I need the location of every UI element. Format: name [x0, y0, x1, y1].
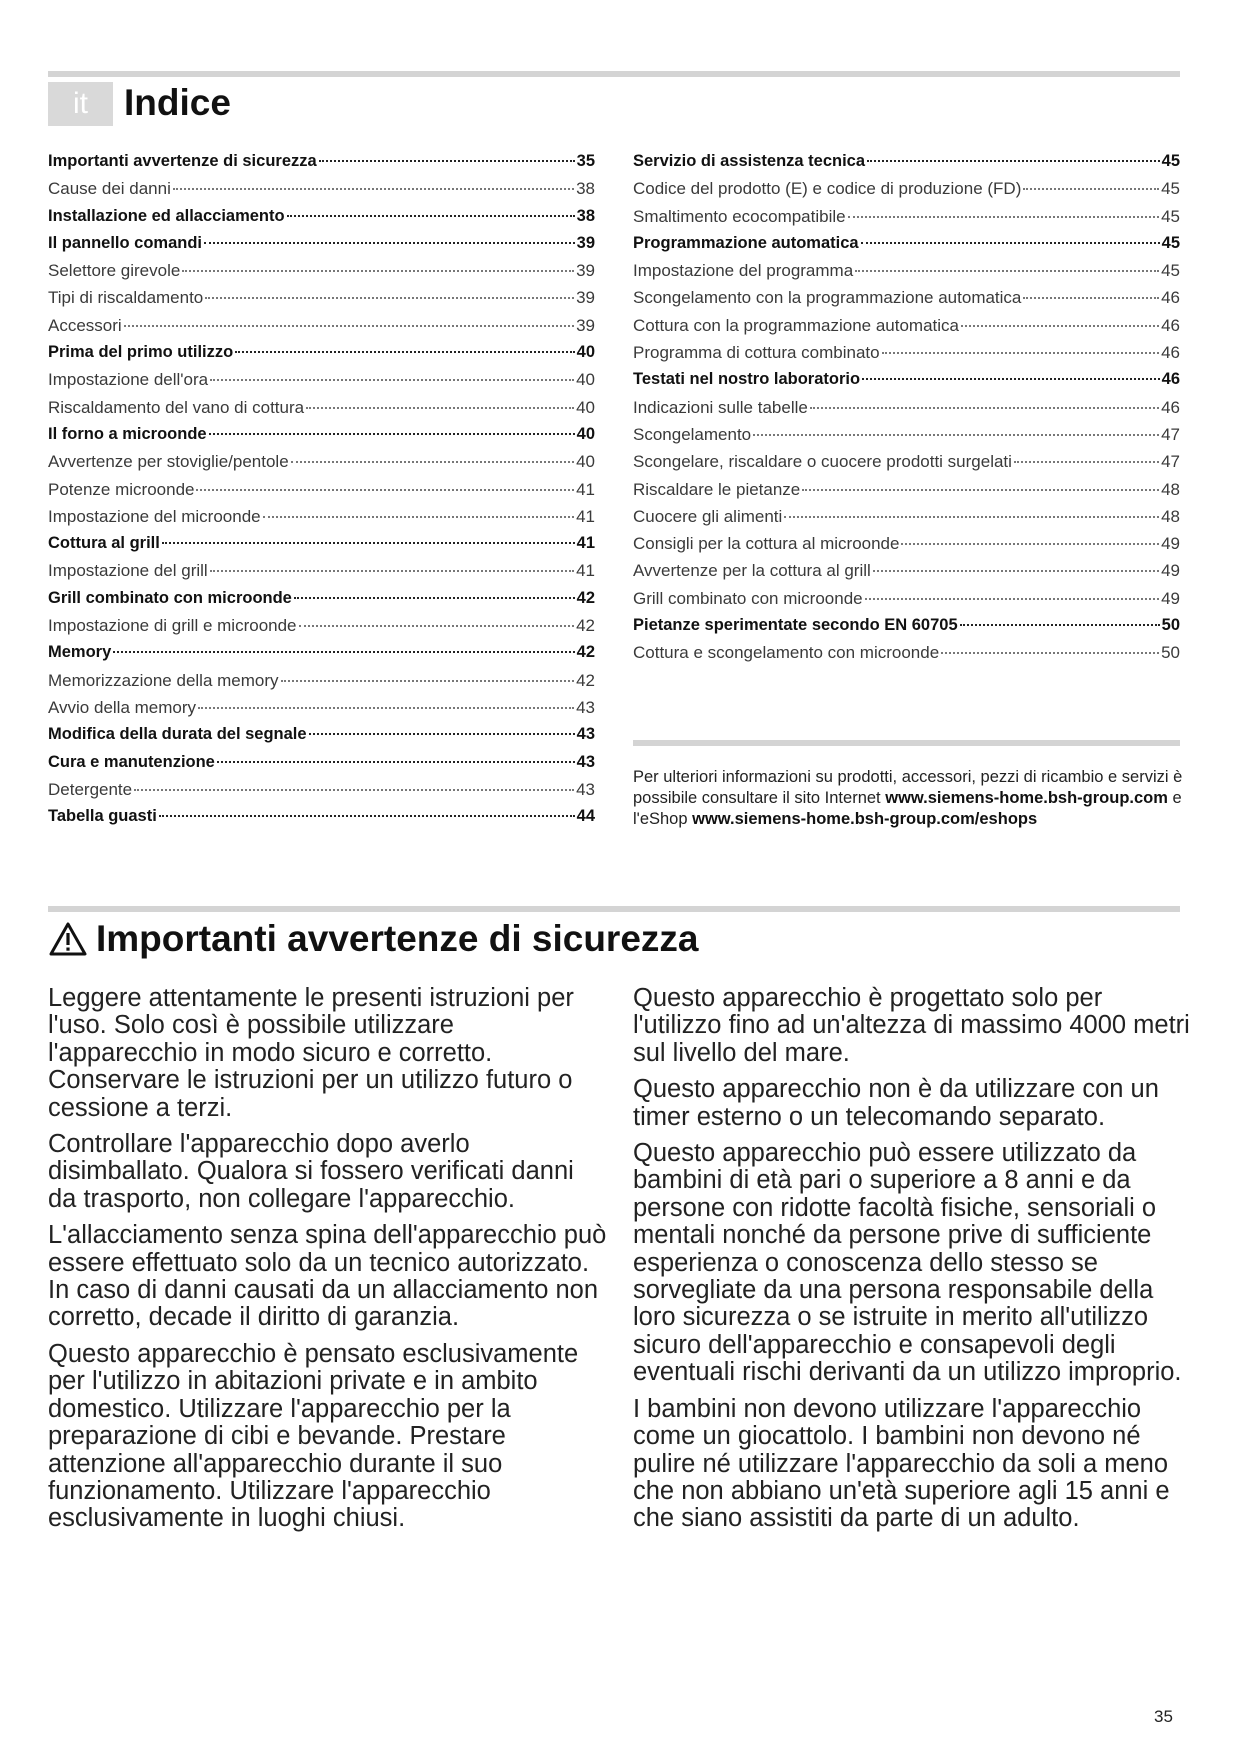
toc-entry[interactable]	[633, 152, 1180, 179]
dot-leader	[1023, 297, 1159, 299]
toc-entry-page: 49	[1161, 561, 1180, 581]
safety-paragraph: Leggere attentamente le presenti istruzioni per l'uso. Solo così è possibile utilizzare l'apparecchio in modo sicuro e corretto. Conservare le istruzioni per un utilizzo futuro o cessione a terzi.	[48, 984, 574, 1122]
toc-entry-title: Potenze microonde	[48, 479, 195, 499]
toc-entry-page: 39	[576, 233, 595, 252]
toc-entry-title: Cottura al grill	[48, 534, 160, 553]
toc-entry-title: Indicazioni sulle tabelle	[633, 397, 808, 417]
toc-entry-title: Impostazione del microonde	[48, 506, 261, 526]
toc-entry-title: Scongelare, riscaldare o cuocere prodotti surgelati	[633, 452, 1012, 472]
dot-leader	[159, 815, 575, 817]
dot-leader	[173, 188, 574, 190]
dot-leader	[941, 652, 1159, 654]
toc-entry-title: Smaltimento ecocompatibile	[633, 206, 846, 226]
toc-entry[interactable]	[633, 480, 1180, 507]
dot-leader	[210, 570, 574, 572]
toc-entry-title: Avvio della memory	[48, 697, 197, 717]
dot-leader	[205, 297, 574, 299]
toc-entry-title: Grill combinato con microonde	[48, 588, 292, 607]
toc-entry[interactable]	[48, 288, 595, 315]
toc-entry-title: Installazione ed allacciamento	[48, 206, 285, 225]
toc-entry-page: 45	[1161, 179, 1180, 199]
dot-leader	[124, 325, 574, 327]
dot-leader	[281, 680, 575, 682]
toc-entry[interactable]	[48, 179, 595, 206]
safety-paragraph: I bambini non devono utilizzare l'apparecchio come un giocattolo. I bambini non devono né pulire né utilizzare l'apparecchio da soli a meno che non abbiano un'età superiore agli 15 anni e che siano assistiti da parte di un adulto.	[633, 1394, 1170, 1533]
toc-entry-page: 46	[1161, 370, 1180, 389]
safety-paragraph: Questo apparecchio è pensato esclusivamente per l'utilizzo in abitazioni private e in ambito domestico. Utilizzare l'apparecchio per la preparazione di cibi e bevande. Prestare attenzione all'apparecchio durante il suo funzionamento. Utilizzare l'apparecchio esclusivamente in luoghi chiusi.	[48, 1339, 579, 1533]
toc-entry[interactable]	[633, 398, 1180, 425]
safety-paragraph: Controllare l'apparecchio dopo averlo disimballato. Qualora si fossero verificati danni da trasporto, non collegare l'apparecchio.	[48, 1130, 574, 1213]
toc-entry[interactable]	[633, 643, 1180, 670]
toc-entry-title: Riscaldamento del vano di cottura	[48, 397, 305, 417]
toc-entry[interactable]	[633, 534, 1180, 561]
toc-entry-title: Memory	[48, 643, 112, 662]
toc-entry[interactable]	[48, 671, 595, 698]
toc-entry[interactable]	[48, 507, 595, 534]
toc-entry[interactable]	[633, 261, 1180, 288]
website-link[interactable]: www.siemens-home.bsh-group.com	[885, 789, 1168, 807]
toc-entry-page: 46	[1161, 315, 1180, 335]
toc-entry-title: Impostazione del programma	[633, 261, 854, 281]
toc-entry[interactable]	[633, 507, 1180, 534]
language-badge: it	[48, 82, 113, 126]
toc-left-column	[48, 152, 595, 834]
toc-entry-page: 38	[576, 179, 595, 199]
toc-entry-page: 39	[576, 315, 595, 335]
toc-entry[interactable]	[48, 234, 595, 261]
safety-paragraph: Questo apparecchio non è da utilizzare con un timer esterno o un telecomando separato.	[633, 1075, 1159, 1131]
dot-leader	[162, 542, 575, 544]
toc-entry[interactable]	[633, 316, 1180, 343]
toc-entry-title: Accessori	[48, 315, 122, 335]
toc-entry-page: 46	[1161, 288, 1180, 308]
info-text: Per ulteriori informazioni su prodotti, accessori, pezzi di ricambio e servizi è possibile consultare il sito Internet	[633, 768, 1183, 807]
toc-entry-title: Servizio di assistenza tecnica	[633, 152, 866, 170]
toc-entry-title: Detergente	[48, 779, 133, 799]
dot-leader	[319, 160, 575, 162]
dot-leader	[848, 216, 1159, 218]
toc-entry-page: 47	[1161, 452, 1180, 472]
toc-entry-title: Impostazione dell'ora	[48, 370, 209, 390]
toc-entry[interactable]	[48, 480, 595, 507]
info-note	[633, 767, 1193, 830]
toc-entry-page: 48	[1161, 506, 1180, 526]
dot-leader	[861, 242, 1160, 244]
dot-leader	[810, 407, 1159, 409]
toc-entry-title: Cura e manutenzione	[48, 752, 215, 771]
toc-entry-page: 45	[1161, 206, 1180, 226]
toc-entry[interactable]	[633, 179, 1180, 206]
toc-entry-page: 50	[1161, 616, 1180, 635]
toc-entry[interactable]	[48, 780, 595, 807]
toc-entry-page: 43	[576, 697, 595, 717]
dot-leader	[753, 434, 1159, 436]
toc-entry-page: 39	[576, 261, 595, 281]
toc-entry-title: Cottura e scongelamento con microonde	[633, 643, 940, 663]
toc-entry[interactable]	[633, 343, 1180, 370]
dot-leader	[263, 516, 574, 518]
toc-entry-title: Grill combinato con microonde	[633, 588, 863, 608]
toc-entry[interactable]	[633, 234, 1180, 261]
toc-entry-page: 41	[576, 534, 595, 553]
top-divider	[48, 71, 1180, 77]
info-divider	[633, 740, 1180, 746]
dot-leader	[961, 325, 1159, 327]
dot-leader	[1023, 188, 1159, 190]
toc-entry-title: Selettore girevole	[48, 261, 181, 281]
toc-entry-page: 38	[576, 206, 595, 225]
toc-entry[interactable]	[633, 561, 1180, 588]
dot-leader	[1014, 461, 1159, 463]
safety-left-column	[48, 985, 608, 1542]
toc-entry[interactable]	[48, 152, 595, 179]
toc-entry-page: 43	[576, 752, 595, 771]
toc-entry-page: 49	[1161, 534, 1180, 554]
dot-leader	[882, 352, 1159, 354]
dot-leader	[802, 489, 1159, 491]
toc-entry-title: Consigli per la cottura al microonde	[633, 534, 900, 554]
toc-entry-page: 42	[576, 643, 595, 662]
toc-entry[interactable]	[48, 616, 595, 643]
toc-entry-page: 42	[576, 588, 595, 607]
safety-title: Importanti avvertenze di sicurezza	[96, 918, 699, 959]
safety-heading	[48, 916, 698, 962]
toc-entry-page: 40	[576, 452, 595, 472]
dot-leader	[209, 433, 575, 435]
toc-entry-page: 49	[1161, 588, 1180, 608]
toc-entry-page: 50	[1161, 643, 1180, 663]
toc-entry-title: Tabella guasti	[48, 807, 157, 826]
toc-entry-page: 40	[576, 370, 595, 390]
toc-entry-title: Importanti avvertenze di sicurezza	[48, 152, 317, 170]
dot-leader	[113, 651, 574, 653]
dot-leader	[182, 270, 574, 272]
toc-entry-title: Cottura con la programmazione automatica	[633, 315, 959, 335]
toc-entry-page: 41	[576, 506, 595, 526]
safety-paragraph: Questo apparecchio può essere utilizzato da bambini di età pari o superiore a 8 anni e da persone con ridotte facoltà fisiche, sensoriali o mentali nonché da persone prive di sufficiente esperienza o conoscenza dello stesso se sorvegliate da una persona responsabile della loro sicurezza o se istruite in merito all'utilizzo sicuro dell'apparecchio e consapevoli degli eventuali rischi derivanti da un utilizzo improprio.	[633, 1139, 1182, 1387]
toc-entry[interactable]	[633, 288, 1180, 315]
dot-leader	[862, 378, 1160, 380]
toc-entry[interactable]	[48, 398, 595, 425]
dot-leader	[287, 215, 575, 217]
dot-leader	[867, 160, 1160, 162]
toc-entry[interactable]	[48, 643, 595, 670]
toc-entry-page: 45	[1161, 261, 1180, 281]
toc-entry-page: 45	[1161, 152, 1180, 170]
toc-entry-page: 40	[576, 343, 595, 362]
toc-entry[interactable]	[48, 316, 595, 343]
warning-triangle-icon	[48, 921, 88, 957]
toc-entry-title: Scongelamento	[633, 424, 752, 444]
toc-entry-page: 42	[576, 670, 595, 690]
toc-entry-page: 39	[576, 288, 595, 308]
toc-entry[interactable]	[633, 425, 1180, 452]
toc-entry-page: 45	[1161, 233, 1180, 252]
toc-entry-page: 41	[576, 561, 595, 581]
toc-entry[interactable]	[48, 698, 595, 725]
safety-paragraph: Questo apparecchio è progettato solo per l'utilizzo fino ad un'altezza di massimo 4000 metri sul livello del mare.	[633, 984, 1190, 1067]
toc-entry-title: Avvertenze per stoviglie/pentole	[48, 452, 289, 472]
toc-entry-page: 46	[1161, 397, 1180, 417]
info-mid-text: e l'eShop	[633, 789, 1182, 828]
toc-entry[interactable]	[48, 207, 595, 234]
toc-entry-page: 47	[1161, 424, 1180, 444]
toc-entry-title: Codice del prodotto (E) e codice di produzione (FD)	[633, 179, 1022, 199]
toc-entry[interactable]	[48, 753, 595, 780]
toc-entry-title: Cause dei danni	[48, 179, 171, 199]
toc-entry-title: Impostazione di grill e microonde	[48, 616, 297, 636]
toc-entry-page: 41	[576, 479, 595, 499]
section-divider	[48, 906, 1180, 912]
dot-leader	[306, 407, 574, 409]
toc-entry-title: Memorizzazione della memory	[48, 670, 279, 690]
dot-leader	[196, 489, 574, 491]
toc-entry-page: 43	[576, 779, 595, 799]
dot-leader	[235, 351, 574, 353]
toc-entry-title: Scongelamento con la programmazione automatica	[633, 288, 1022, 308]
dot-leader	[198, 707, 574, 709]
safety-right-column	[633, 985, 1193, 1542]
dot-leader	[299, 625, 575, 627]
toc-entry-title: Il forno a microonde	[48, 424, 207, 443]
toc-entry[interactable]	[48, 370, 595, 397]
toc-entry-title: Programma di cottura combinato	[633, 343, 880, 363]
dot-leader	[134, 789, 574, 791]
toc-entry[interactable]	[633, 207, 1180, 234]
toc-entry-title: Pietanze sperimentate secondo EN 60705	[633, 616, 958, 635]
dot-leader	[873, 570, 1159, 572]
dot-leader	[204, 242, 575, 244]
toc-entry-page: 35	[576, 152, 595, 170]
toc-entry-page: 46	[1161, 343, 1180, 363]
toc-entry[interactable]	[633, 370, 1180, 397]
page-number: 35	[1154, 1707, 1173, 1726]
safety-paragraph: L'allacciamento senza spina dell'apparecchio può essere effettuato solo da un tecnico autorizzato. In caso di danni causati da un allacciamento non corretto, decade il diritto di garanzia.	[48, 1221, 607, 1332]
dot-leader	[210, 379, 574, 381]
toc-entry[interactable]	[48, 589, 595, 616]
dot-leader	[865, 598, 1159, 600]
dot-leader	[855, 270, 1159, 272]
toc-entry-page: 40	[576, 424, 595, 443]
toc-entry[interactable]	[48, 534, 595, 561]
toc-entry[interactable]	[633, 589, 1180, 616]
toc-entry[interactable]	[48, 261, 595, 288]
toc-entry-title: Programmazione automatica	[633, 233, 859, 252]
toc-entry-page: 43	[576, 725, 595, 744]
dot-leader	[901, 543, 1159, 545]
toc-entry-page: 42	[576, 616, 595, 636]
toc-entry[interactable]	[48, 452, 595, 479]
toc-entry-page: 40	[576, 397, 595, 417]
toc-entry[interactable]	[48, 425, 595, 452]
eshop-link[interactable]: www.siemens-home.bsh-group.com/eshops	[692, 810, 1038, 828]
toc-entry-title: Prima del primo utilizzo	[48, 343, 234, 362]
toc-entry-title: Cuocere gli alimenti	[633, 506, 783, 526]
toc-entry-title: Tipi di riscaldamento	[48, 288, 204, 308]
index-title: Indice	[124, 82, 231, 123]
dot-leader	[309, 733, 575, 735]
toc-entry[interactable]	[633, 616, 1180, 643]
toc-entry-title: Testati nel nostro laboratorio	[633, 370, 861, 389]
dot-leader	[291, 461, 574, 463]
toc-entry[interactable]	[48, 725, 595, 752]
toc-entry-title: Il pannello comandi	[48, 233, 203, 252]
dot-leader	[960, 624, 1160, 626]
dot-leader	[784, 516, 1159, 518]
toc-entry[interactable]	[48, 807, 595, 834]
toc-entry[interactable]	[48, 343, 595, 370]
toc-entry-page: 48	[1161, 479, 1180, 499]
toc-right-column	[633, 152, 1180, 671]
toc-entry-title: Riscaldare le pietanze	[633, 479, 801, 499]
toc-entry-title: Avvertenze per la cottura al grill	[633, 561, 871, 581]
toc-entry-title: Impostazione del grill	[48, 561, 208, 581]
dot-leader	[217, 761, 575, 763]
toc-entry[interactable]	[48, 561, 595, 588]
toc-entry-title: Modifica della durata del segnale	[48, 725, 307, 744]
dot-leader	[294, 597, 575, 599]
toc-entry[interactable]	[633, 452, 1180, 479]
toc-entry-page: 44	[576, 807, 595, 826]
